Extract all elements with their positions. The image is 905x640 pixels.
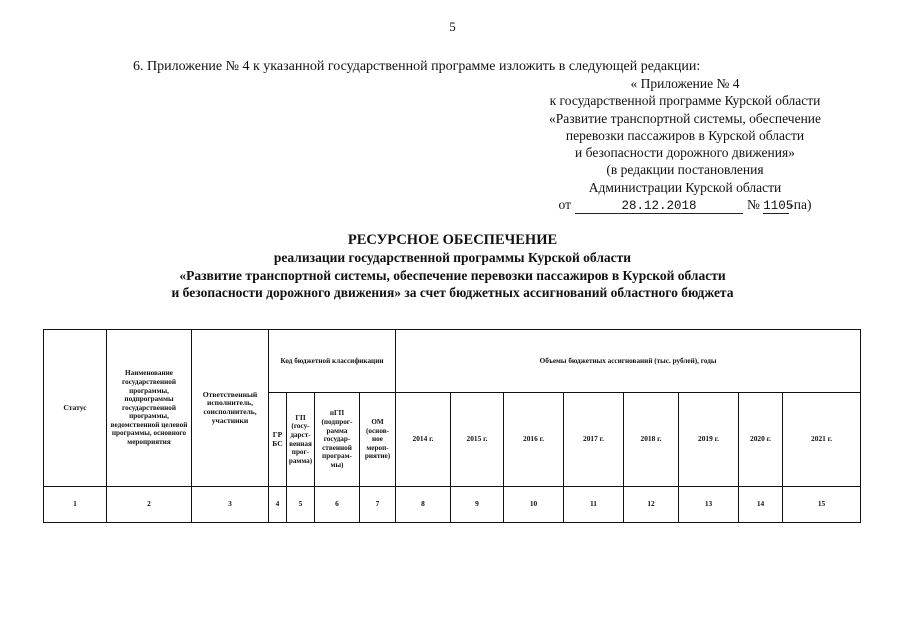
header-year: 2015 г. [451, 393, 504, 487]
column-number: 8 [396, 487, 451, 523]
header-pgp: пГП (подпрог-рамма государ-ственной програм-мы) [315, 393, 360, 487]
column-number: 7 [360, 487, 396, 523]
annex-line-1: « Приложение № 4 [630, 76, 740, 91]
annex-header-block [520, 75, 850, 214]
column-number: 1 [44, 487, 107, 523]
annex-line-6: (в редакции постановления [606, 162, 764, 178]
column-number: 4 [269, 487, 287, 523]
resolution-date: 28.12.2018 [575, 200, 743, 214]
heading-line-3: «Развитие транспортной системы, обеспечение перевозки пассажиров в Курской области [179, 267, 726, 283]
header-year: 2014 г. [396, 393, 451, 487]
amendment-item-line: 6. Приложение № 4 к указанной государственной программе изложить в следующей редакции: [133, 59, 701, 74]
date-prefix: от [558, 197, 571, 213]
column-number: 12 [624, 487, 679, 523]
column-number: 5 [287, 487, 315, 523]
column-number: 2 [107, 487, 192, 523]
column-number: 9 [451, 487, 504, 523]
header-year: 2018 г. [624, 393, 679, 487]
heading-title: РЕСУРСНОЕ ОБЕСПЕЧЕНИЕ [347, 232, 558, 248]
table-header-row-1 [44, 330, 861, 393]
header-grbs: ГР БС [269, 393, 287, 487]
header-year: 2016 г. [504, 393, 564, 487]
column-number: 10 [504, 487, 564, 523]
annex-line-3: «Развитие транспортной системы, обеспечение [548, 110, 822, 126]
column-number: 3 [192, 487, 269, 523]
header-year: 2020 г. [739, 393, 783, 487]
header-executor: Ответственный исполнитель, соисполнитель, участники [192, 330, 269, 487]
resolution-number: 1105 [763, 199, 794, 214]
column-number: 15 [783, 487, 861, 523]
annex-line-4: перевозки пассажиров в Курской области [565, 127, 805, 143]
annex-line-7: Администрации Курской области [588, 179, 782, 195]
number-suffix: -па) [789, 197, 812, 213]
annex-line-2: к государственной программе Курской области [549, 93, 821, 109]
heading-line-2: реализации государственной программы Курской области [273, 250, 632, 265]
header-om: ОМ (основ-ное мероп-риятие) [360, 393, 396, 487]
header-year: 2017 г. [564, 393, 624, 487]
header-budget-classification: Код бюджетной классификации [269, 330, 396, 393]
page-number: 5 [449, 19, 456, 34]
number-prefix: № [747, 197, 760, 213]
header-year: 2019 г. [679, 393, 739, 487]
header-gp: ГП (госу-дарст-венная прог-рамма) [287, 393, 315, 487]
resource-table [43, 329, 861, 523]
document-heading [0, 231, 905, 302]
column-number: 11 [564, 487, 624, 523]
header-status: Статус [44, 330, 107, 487]
header-year: 2021 г. [783, 393, 861, 487]
header-name: Наименование государственной программы, подпрограммы государственной программы, ведомственной целевой программы, основного мероприятия [107, 330, 192, 487]
heading-line-4: и безопасности дорожного движения» за счет бюджетных ассигнований областного бюджета [171, 285, 734, 301]
column-number: 13 [679, 487, 739, 523]
column-number: 14 [739, 487, 783, 523]
column-number: 6 [315, 487, 360, 523]
table-number-row [44, 487, 861, 523]
annex-line-5: и безопасности дорожного движения» [575, 145, 795, 161]
annex-date-line [520, 196, 850, 214]
header-budget-volumes: Объемы бюджетных ассигнований (тыс. рублей), годы [396, 330, 861, 393]
